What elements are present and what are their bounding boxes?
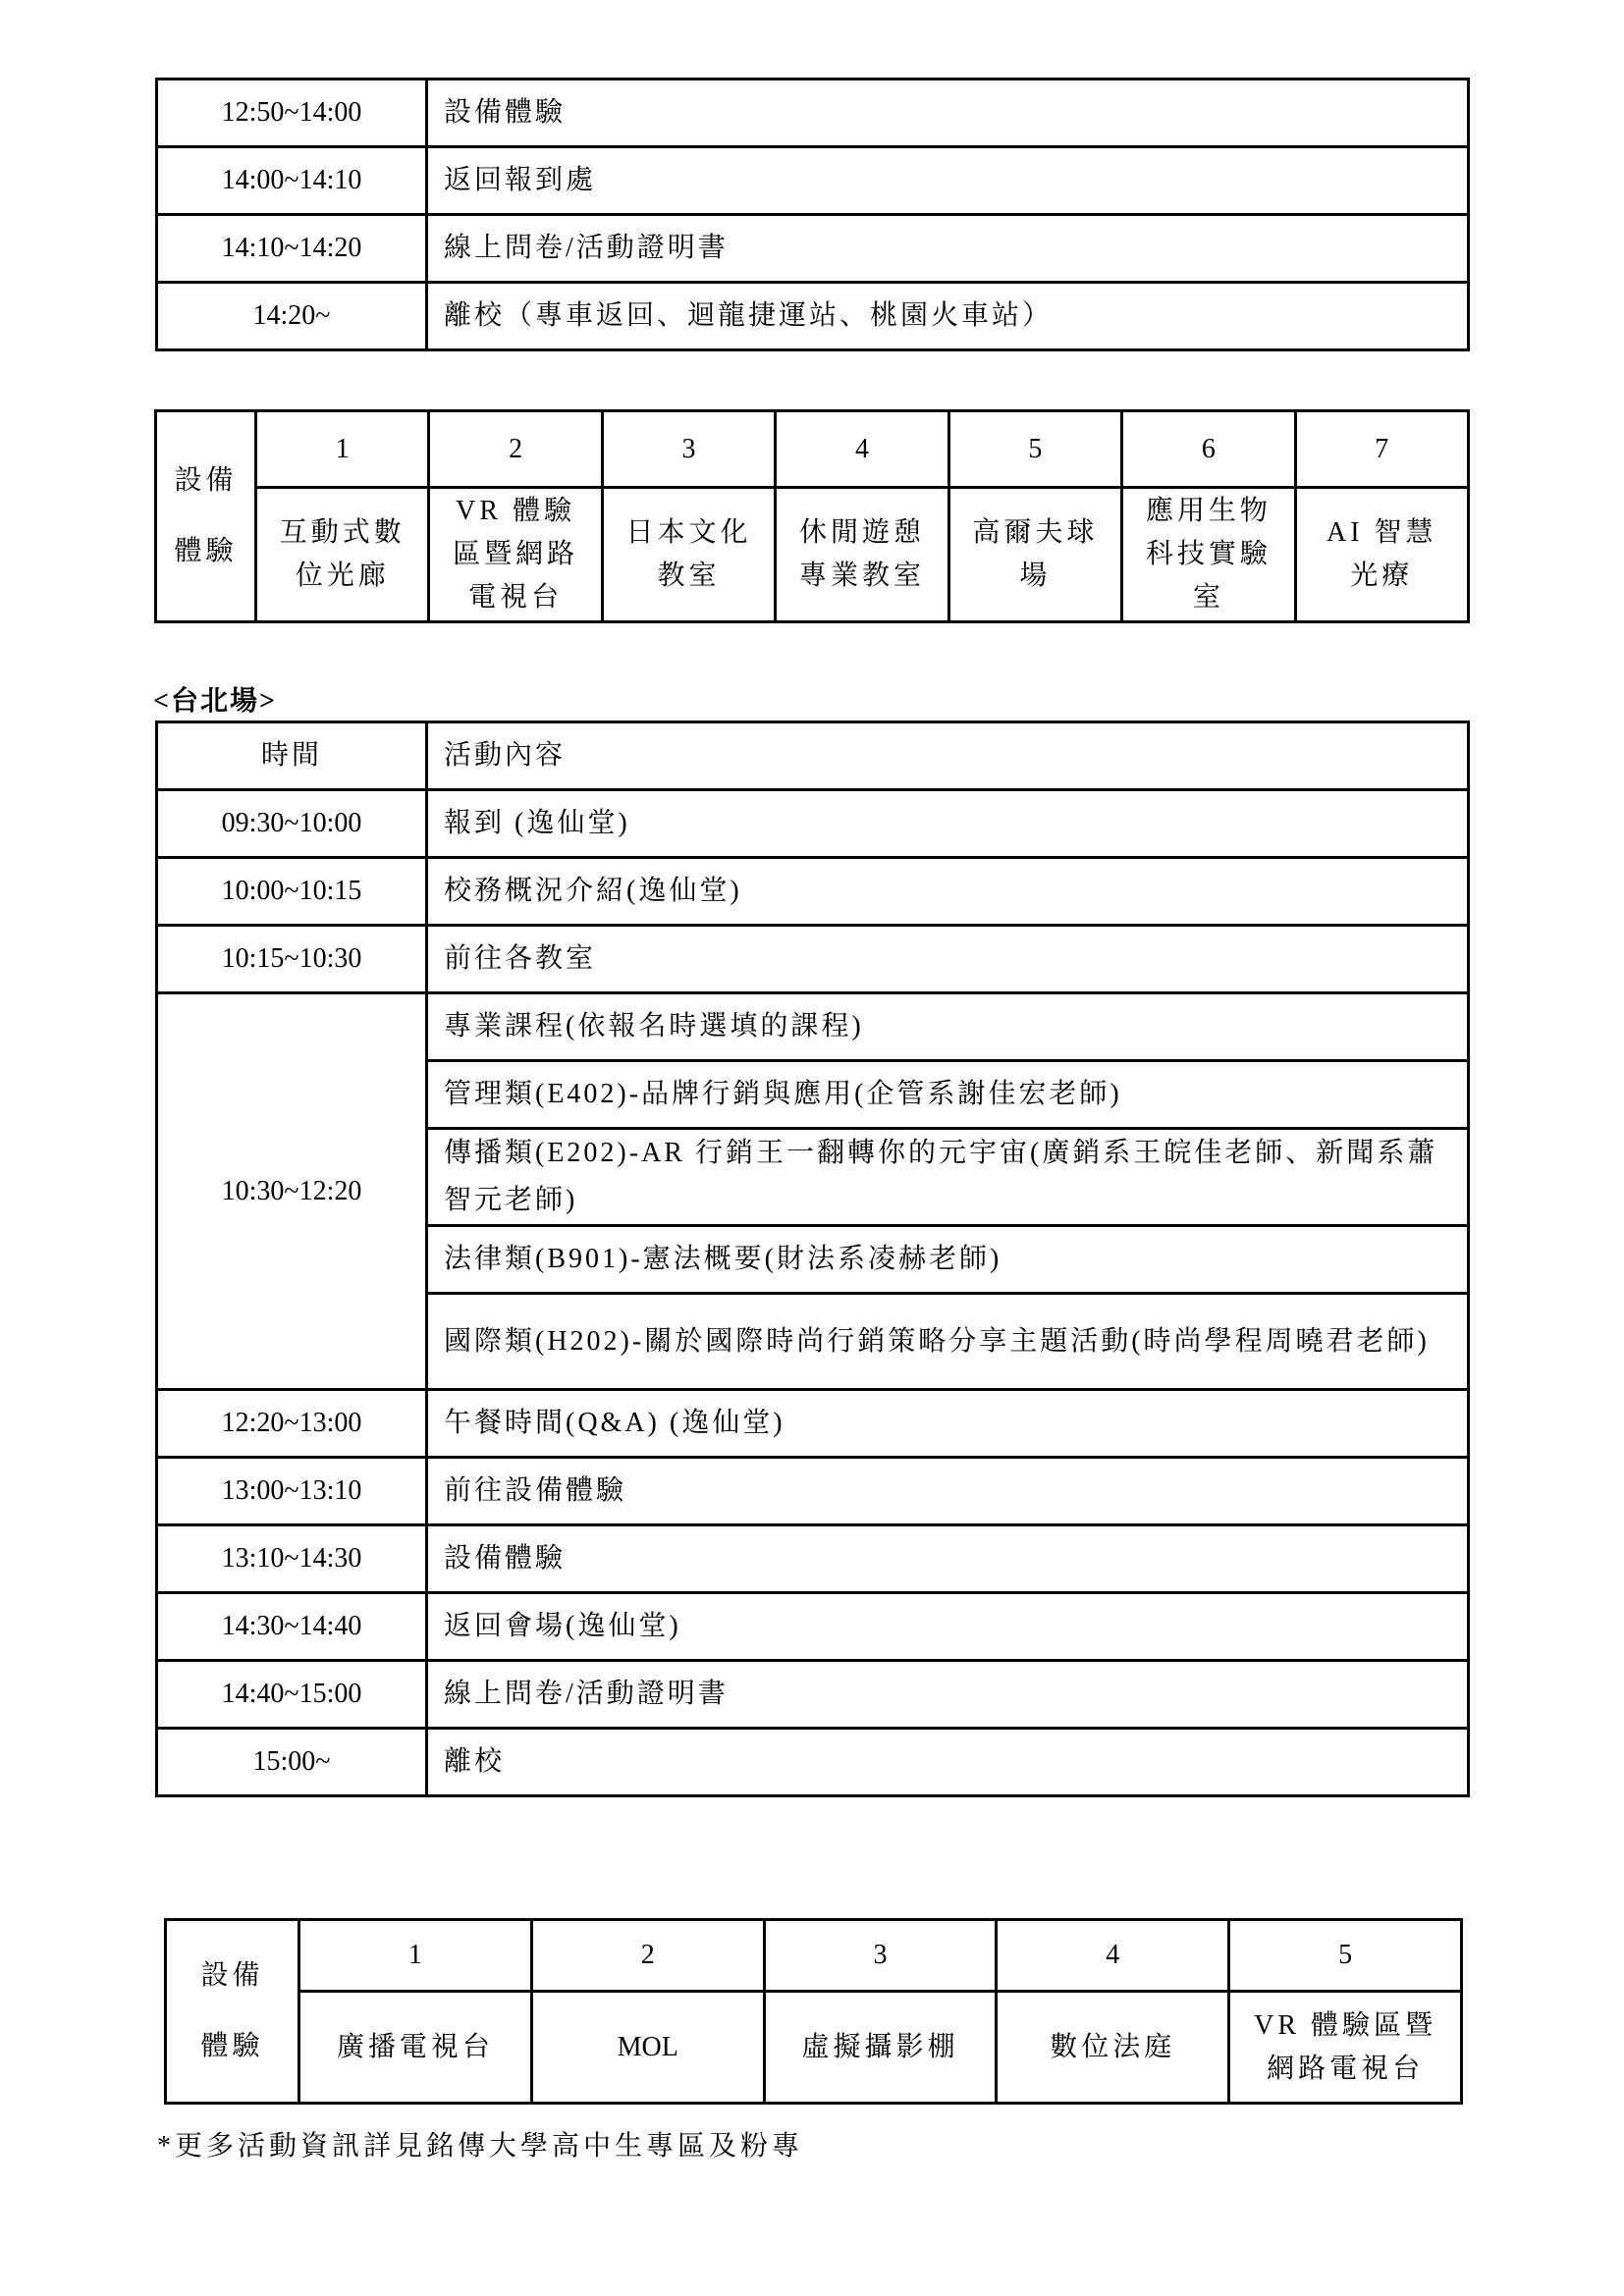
activity-cell: 離校 — [427, 1729, 1469, 1796]
activity-cell: 前往各教室 — [427, 926, 1469, 993]
equipment-label — [156, 411, 256, 622]
equipment-label-line1: 設備 — [200, 1960, 264, 1991]
table-row — [157, 1458, 1469, 1525]
equipment-number: 2 — [429, 411, 602, 488]
equipment-name: 休閒遊憩專業教室 — [776, 488, 948, 622]
time-cell: 14:20~ — [157, 283, 427, 350]
activity-cell: 返回報到處 — [427, 147, 1469, 215]
equipment-number: 1 — [256, 411, 429, 488]
course-item: 管理類(E402)-品牌行銷與應用(企管系謝佳宏老師) — [427, 1061, 1469, 1129]
equipment-label-line2: 體驗 — [200, 2031, 264, 2061]
time-cell: 12:50~14:00 — [157, 80, 427, 147]
equipment-name: AI 智慧光療 — [1295, 488, 1468, 622]
equipment-name: 應用生物科技實驗室 — [1122, 488, 1295, 622]
equipment-label-line2: 體驗 — [174, 536, 238, 566]
time-cell: 14:40~15:00 — [157, 1661, 427, 1729]
time-cell: 14:00~14:10 — [157, 147, 427, 215]
activity-cell: 午餐時間(Q&A) (逸仙堂) — [427, 1390, 1469, 1458]
time-cell: 14:10~14:20 — [157, 215, 427, 283]
activity-cell: 線上問卷/活動證明書 — [427, 1661, 1469, 1729]
activity-cell: 報到 (逸仙堂) — [427, 790, 1469, 858]
time-cell: 09:30~10:00 — [157, 790, 427, 858]
table-header-row — [157, 722, 1469, 790]
course-item: 國際類(H202)-關於國際時尚行銷策略分享主題活動(時尚學程周曉君老師) — [427, 1294, 1469, 1390]
equipment-number-row — [156, 411, 1469, 488]
activity-cell: 線上問卷/活動證明書 — [427, 215, 1469, 283]
equipment-name: 日本文化教室 — [602, 488, 775, 622]
activity-cell: 設備體驗 — [427, 1525, 1469, 1593]
table-row — [157, 215, 1469, 283]
table-row — [157, 993, 1469, 1061]
table-row — [157, 283, 1469, 350]
schedule-table-part1 — [155, 78, 1470, 351]
taipei-schedule-table — [155, 721, 1470, 1797]
table-row — [157, 1729, 1469, 1796]
footer-note: *更多活動資訊詳見銘傳大學高中生專區及粉專 — [157, 2131, 804, 2162]
table-row — [157, 147, 1469, 215]
equipment-number: 3 — [764, 1920, 997, 1992]
equipment-number: 4 — [776, 411, 948, 488]
activity-cell: 校務概況介紹(逸仙堂) — [427, 858, 1469, 926]
equipment-name: 虛擬攝影棚 — [764, 1992, 997, 2104]
table-row — [157, 1593, 1469, 1661]
course-item: 法律類(B901)-憲法概要(財法系凌赫老師) — [427, 1226, 1469, 1294]
equipment-name: MOL — [531, 1992, 764, 2104]
time-cell: 13:00~13:10 — [157, 1458, 427, 1525]
equipment-number-row — [166, 1920, 1462, 1992]
equipment-number: 1 — [299, 1920, 532, 1992]
equipment-name-row — [166, 1992, 1462, 2104]
time-cell: 10:15~10:30 — [157, 926, 427, 993]
equipment-number: 4 — [997, 1920, 1229, 1992]
column-header-activity: 活動內容 — [427, 722, 1469, 790]
time-cell: 15:00~ — [157, 1729, 427, 1796]
equipment-name: 數位法庭 — [997, 1992, 1229, 2104]
column-header-time: 時間 — [157, 722, 427, 790]
equipment-number: 5 — [948, 411, 1121, 488]
time-cell: 12:20~13:00 — [157, 1390, 427, 1458]
activity-cell: 設備體驗 — [427, 80, 1469, 147]
course-time-cell: 10:30~12:20 — [157, 993, 427, 1390]
table-row — [157, 926, 1469, 993]
equipment-label-line1: 設備 — [174, 465, 238, 496]
equipment-name: VR 體驗區暨網路電視台 — [429, 488, 602, 622]
equipment-label — [166, 1920, 299, 2104]
equipment-number: 3 — [602, 411, 775, 488]
activity-cell: 離校（專車返回、迴龍捷運站、桃園火車站） — [427, 283, 1469, 350]
section-heading-taipei: <台北場> — [153, 686, 277, 717]
equipment-name: 互動式數位光廊 — [256, 488, 429, 622]
table-row — [157, 1525, 1469, 1593]
equipment-number: 7 — [1295, 411, 1468, 488]
table-row — [157, 1390, 1469, 1458]
course-item: 專業課程(依報名時選填的課程) — [427, 993, 1469, 1061]
table-row — [157, 858, 1469, 926]
equipment-number: 5 — [1229, 1920, 1462, 1992]
equipment-table-2 — [164, 1918, 1463, 2105]
equipment-name: 高爾夫球場 — [948, 488, 1121, 622]
equipment-number: 2 — [531, 1920, 764, 1992]
table-row — [157, 1661, 1469, 1729]
activity-cell: 返回會場(逸仙堂) — [427, 1593, 1469, 1661]
equipment-name: 廣播電視台 — [299, 1992, 532, 2104]
table-row — [157, 790, 1469, 858]
equipment-table-1 — [154, 409, 1470, 623]
time-cell: 13:10~14:30 — [157, 1525, 427, 1593]
time-cell: 10:00~10:15 — [157, 858, 427, 926]
activity-cell: 前往設備體驗 — [427, 1458, 1469, 1525]
equipment-name-row — [156, 488, 1469, 622]
course-item: 傳播類(E202)-AR 行銷王一翻轉你的元宇宙(廣銷系王皖佳老師、新聞系蕭智元老師) — [427, 1129, 1469, 1226]
time-cell: 14:30~14:40 — [157, 1593, 427, 1661]
table-row — [157, 80, 1469, 147]
equipment-name: VR 體驗區暨網路電視台 — [1229, 1992, 1462, 2104]
equipment-number: 6 — [1122, 411, 1295, 488]
